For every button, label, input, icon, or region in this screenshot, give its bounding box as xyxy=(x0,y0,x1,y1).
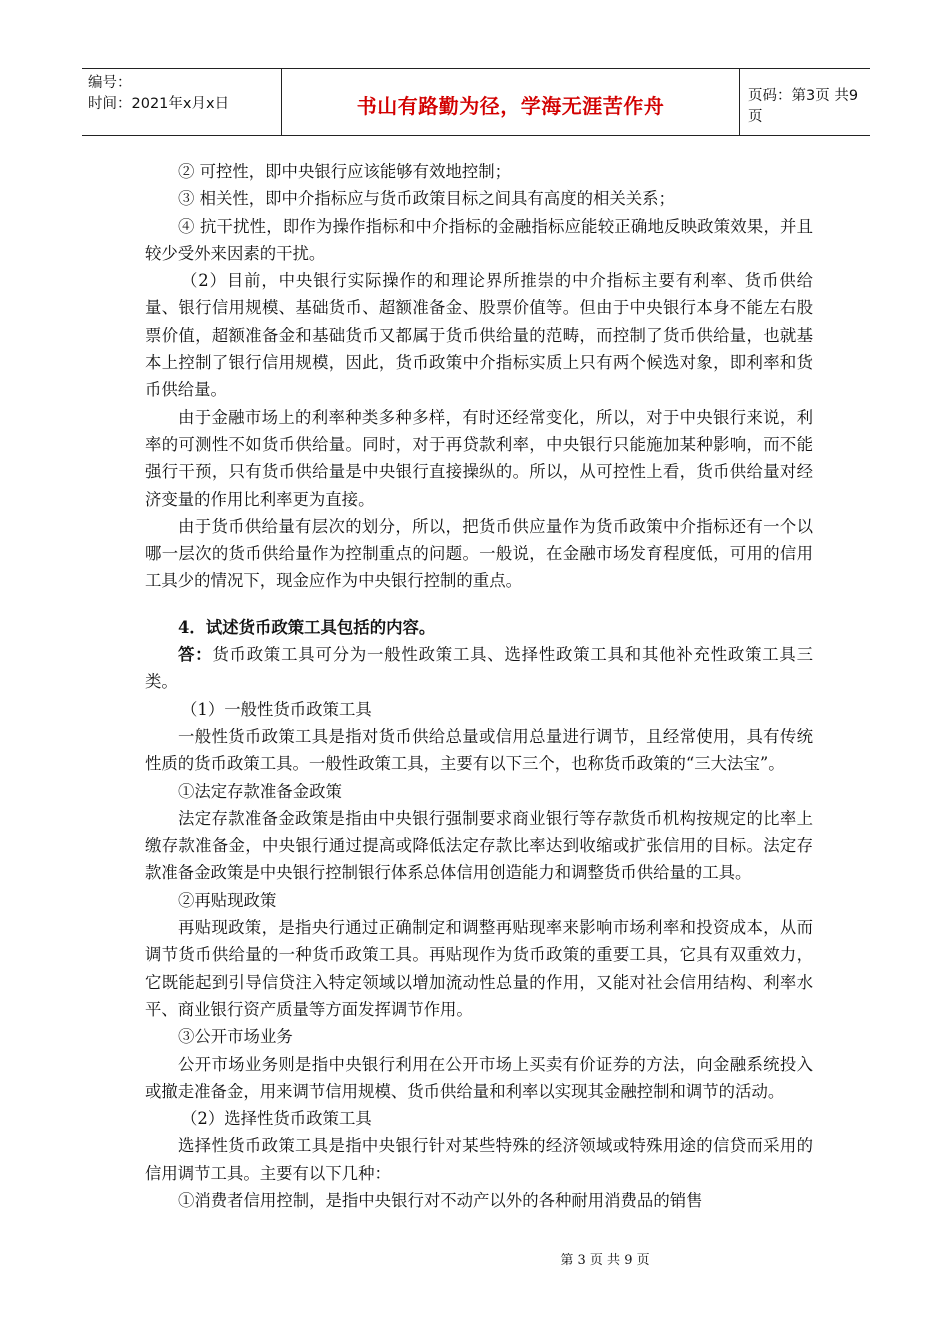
subheading: （1）一般性货币政策工具 xyxy=(181,699,372,719)
document-body xyxy=(145,158,813,1214)
time-label: 时间：2021年x月x日 xyxy=(88,96,230,112)
answer-paragraph xyxy=(145,641,813,696)
paragraph: 由于金融市场上的利率种类多种多样，有时还经常变化，所以，对于中央银行来说，利率的可测性不如货币供给量。同时，对于再贷款利率，中央银行只能施加某种影响，而不能强行干预，只有货币供给量是中央银行直接操纵的。所以，从可控性上看，货币供给量对经济变量的作用比利率更为直接。 xyxy=(145,407,813,509)
number-label: 编号： xyxy=(88,75,132,91)
paragraph: 一般性货币政策工具是指对货币供给总量或信用总量进行调节，且经常使用，具有传统性质的货币政策工具。一般性政策工具，主要有以下三个，也称货币政策的“三大法宝”。 xyxy=(145,726,813,774)
subheading: ③公开市场业务 xyxy=(178,1027,293,1047)
paragraph: ④ 抗干扰性，即作为操作指标和中介指标的金融指标应能较正确地反映政策效果，并且较少受外来因素的干扰。 xyxy=(145,216,813,263)
paragraph: 选择性货币政策工具是指中央银行针对某些特殊的经济领域或特殊用途的信贷而采用的信用调节工具。主要有以下几种： xyxy=(145,1136,813,1183)
section-gap xyxy=(145,595,813,614)
paragraph: 再贴现政策，是指央行通过正确制定和调整再贴现率来影响市场利率和投资成本，从而调节货币供给量的一种货币政策工具。再贴现作为货币政策的重要工具，它具有双重效力，它既能起到引导信贷注入特定领域以增加流动性总量的作用，又能对社会信用结构、利率水平、商业银行资产质量等方面发挥调节作用。 xyxy=(145,918,813,1019)
subheading: （2）选择性货币政策工具 xyxy=(181,1109,372,1129)
paragraph: 由于货币供给量有层次的划分，所以，把货币供应量作为货币政策中介指标还有一个以哪一层次的货币供给量作为控制重点的问题。一般说，在金融市场发育程度低，可用的信用工具少的情况下，现金应作为中央银行控制的重点。 xyxy=(145,516,813,591)
header-page-cell xyxy=(740,69,870,135)
motto-text: 书山有路勤为径，学海无涯苦作舟 xyxy=(356,93,665,118)
paragraph: ①消费者信用控制，是指中央银行对不动产以外的各种耐用消费品的销售 xyxy=(178,1190,703,1210)
page-footer: 第 3 页 共 9 页 xyxy=(560,1253,650,1268)
paragraph: ③ 相关性，即中介指标应与货币政策目标之间具有高度的相关关系； xyxy=(178,189,675,209)
page-label: 页码：第3页 共9页 xyxy=(748,88,859,125)
page-header xyxy=(82,68,870,136)
paragraph: 法定存款准备金政策是指由中央银行强制要求商业银行等存款货币机构按规定的比率上缴存款准备金，中央银行通过提高或降低法定存款比率达到收缩或扩张信用的目标。法定存款准备金政策是中央银行控制银行体系总体信用创造能力和调整货币供给量的工具。 xyxy=(145,808,813,883)
subheading: ②再贴现政策 xyxy=(178,890,277,910)
header-meta xyxy=(82,69,282,135)
question-heading: 4．试述货币政策工具包括的内容。 xyxy=(178,617,436,637)
paragraph: ② 可控性，即中央银行应该能够有效地控制； xyxy=(178,162,512,181)
answer-label: 答： xyxy=(178,645,213,665)
paragraph: 公开市场业务则是指中央银行利用在公开市场上买卖有价证券的方法，向金融系统投入或撤走准备金，用来调节信用规模、货币供给量和利率以实现其金融控制和调节的活动。 xyxy=(145,1054,813,1101)
answer-text: 货币政策工具可分为一般性政策工具、选择性政策工具和其他补充性政策工具三类。 xyxy=(145,645,814,692)
subheading: ①法定存款准备金政策 xyxy=(178,781,342,801)
header-motto-cell xyxy=(282,69,740,135)
paragraph: （2）目前，中央银行实际操作的和理论界所推崇的中介指标主要有利率、货币供给量、银行信用规模、基础货币、超额准备金、股票价值等。但由于中央银行本身不能左右股票价值，超额准备金和基础货币又都属于货币供给量的范畴，而控制了货币供给量，也就基本上控制了银行信用规模，因此，货币政策中介指标实质上只有两个候选对象，即利率和货币供给量。 xyxy=(145,271,813,400)
